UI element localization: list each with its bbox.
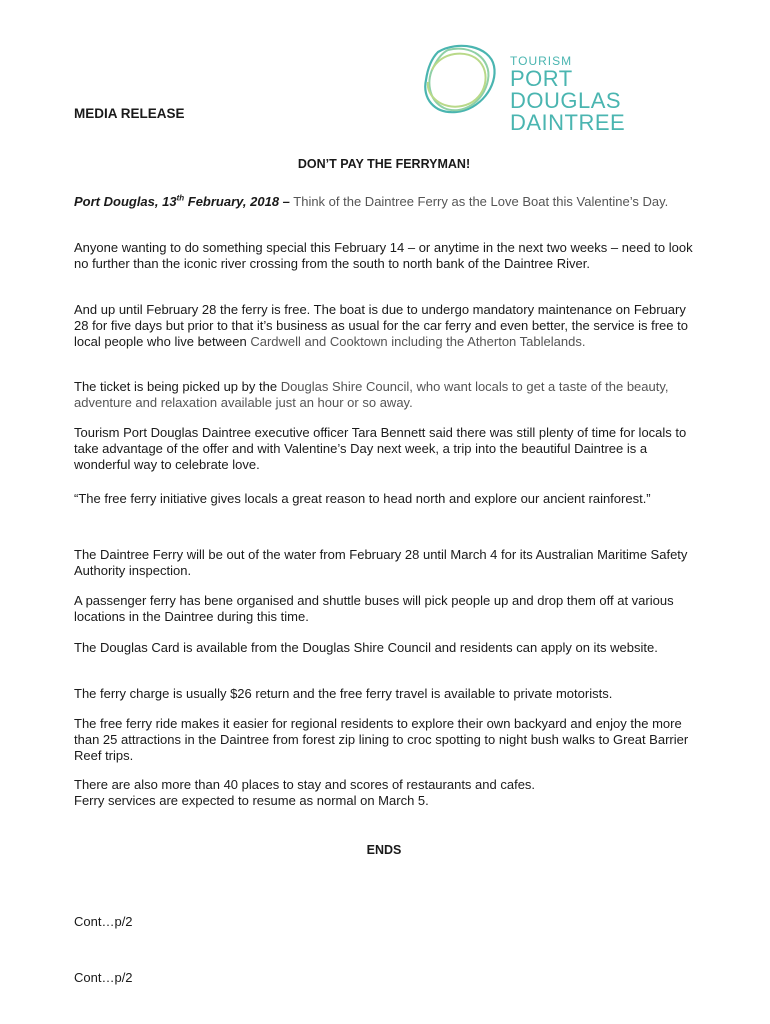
tourism-logo [418,40,688,135]
logo-port-douglas-text: PORT DOUGLAS [510,66,622,113]
logo-tourism-text: TOURISM [510,54,573,68]
paragraph-2-grey-text: Cardwell and Cooktown including the Atherton Tablelands. [250,334,586,349]
ends-marker: ENDS [366,843,402,857]
logo-daintree-text: DAINTREE [510,110,626,135]
continued-note-1: Cont…p/2 [74,914,133,929]
dateline-paragraph [74,194,698,210]
dateline-ordinal: th [176,193,185,203]
paragraph-4: Tourism Port Douglas Daintree executive officer Tara Bennett said there was still plenty of time for locals to take advantage of the offer and with Valentine’s Day next week, a trip into the beautiful Daintree is a wonderful way to celebrate love. [74,425,687,472]
paragraph-3-grey-text: Douglas Shire Council, who want locals to get a taste of the beauty, adventure and relaxation available just an hour or so away. [74,379,669,410]
dateline-date: February, 2018 – [184,194,290,209]
paragraph-3-text: The ticket is being picked up by the [74,379,281,394]
dateline-lead: Think of the Daintree Ferry as the Love Boat this Valentine’s Day. [289,194,669,209]
paragraph-7: The Douglas Card is available from the Douglas Shire Council and residents can apply on its website. [74,640,658,655]
paragraph-10 [74,777,698,809]
paragraph-6: A passenger ferry has bene organised and shuttle buses will pick people up and drop them off at various locations in the Daintree during this time. [74,593,674,624]
paragraph-8: The ferry charge is usually $26 return and the free ferry travel is available to private motorists. [74,686,613,701]
paragraph-2-text: And up until February 28 the ferry is free. The boat is due to undergo mandatory maintenance on February 28 for five days but prior to that it’s business as usual for the car ferry and even better, the service is free to local people who live between [74,302,688,349]
continued-note-2: Cont…p/2 [74,970,133,985]
paragraph-3 [74,379,698,411]
logo-rings-icon [418,40,508,120]
dateline-place: Port Douglas, 13 [74,194,177,209]
media-release-heading: MEDIA RELEASE [74,106,185,121]
paragraph-1: Anyone wanting to do something special this February 14 – or anytime in the next two weeks – need to look no further than the iconic river crossing from the south to north bank of the Daintree River. [74,240,693,271]
paragraph-10-line-1: There are also more than 40 places to stay and scores of restaurants and cafes. [74,777,536,792]
logo-wordmark [510,54,688,134]
document-title: DON’T PAY THE FERRYMAN! [297,157,471,171]
paragraph-2 [74,302,698,350]
paragraph-5: The Daintree Ferry will be out of the water from February 28 until March 4 for its Australian Maritime Safety Authority inspection. [74,547,688,578]
paragraph-10-line-2: Ferry services are expected to resume as normal on March 5. [74,793,429,808]
quote-paragraph: “The free ferry initiative gives locals a great reason to head north and explore our ancient rainforest.” [74,491,651,506]
paragraph-9: The free ferry ride makes it easier for regional residents to explore their own backyard and enjoy the more than 25 attractions in the Daintree from forest zip lining to croc spotting to night bush walks to Great Barrier Reef trips. [74,716,689,763]
